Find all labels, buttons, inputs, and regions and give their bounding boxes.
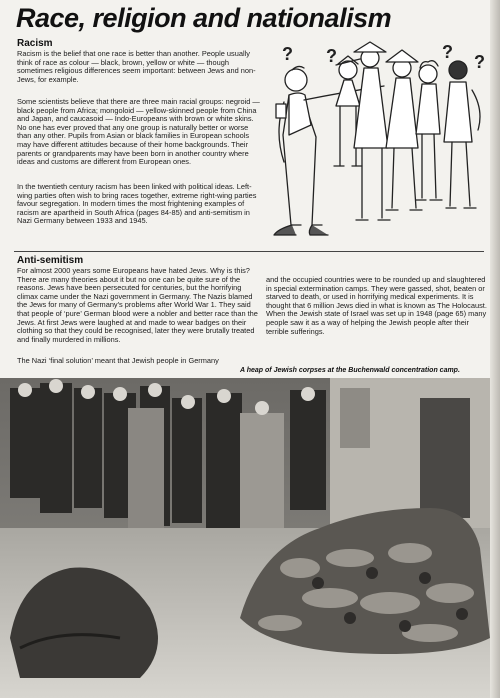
- question-mark-4: ?: [474, 52, 485, 72]
- racism-cartoon-illustration: [262, 40, 488, 250]
- antisemitism-heading: Anti-semitism: [17, 255, 84, 266]
- question-mark-3: ?: [442, 42, 453, 62]
- antisemitism-paragraph-2: The Nazi ‘final solution’ meant that Jewish people in Germany: [17, 357, 219, 365]
- buchenwald-photograph: [0, 368, 500, 698]
- racism-heading: Racism: [17, 38, 53, 49]
- photo-caption: A heap of Jewish corpses at the Buchenwald concentration camp.: [240, 367, 460, 374]
- racism-paragraph-2: Some scientists believe that there are three main racial groups: negroid — black people from Africa; mongoloid — yellow-skinned people from China and Japan, and caucasoid — Indo-Europeans with brown or white skins. No one has ever proved that any one group is naturally better or worse than any other. Pupils from Asian or black families in European schools may have different attitudes because of their home backgrounds. Their parents or grandparents may have been born in another country where ideas and customs are different from European ones.: [17, 98, 260, 167]
- racism-paragraph-3: In the twentieth century racism has been linked with political ideas. Left-wing parties often wish to bring races together, extreme right-wing parties favour segregation. In modern times the most frightening examples of racism are apartheid in South Africa (pages 84-85) and anti-semitism in Nazi Germany between 1933 and 1945.: [17, 183, 257, 226]
- antisemitism-paragraph-1: For almost 2000 years some Europeans have hated Jews. Why is this? There are many theories about it but no one can be quite sure of the reasons. Jews have been persecuted for centuries, but the horrifying climax came under the Nazi government in Germany. The Nazis blamed the Jews for many of Germany's problems after World War 1. They said that people of ‘pure’ German blood were a nobler and better race than the Jews. At first Jews were laughed at and made to wear badges on their clothing so that they could be recognised, later they were brutally treated and finally murdered in millions.: [17, 267, 258, 344]
- question-mark-1: ?: [282, 44, 293, 64]
- section-divider: [14, 251, 484, 252]
- antisemitism-paragraph-right: and the occupied countries were to be rounded up and slaughtered in special extermination camps. They were gassed, shot, beaten or starved to death, or used in horrifying medical experiments. It is thought that 6 million Jews died in what is known as The Holocaust. When the Jewish state of Israel was set up in 1948 (page 65) many people saw it as a way of helping the Jewish people after their terrible sufferings.: [266, 276, 487, 336]
- page-title: Race, religion and nationalism: [16, 3, 392, 33]
- racism-paragraph-1: Racism is the belief that one race is better than another. People usually think of race as colour — black, brown, yellow or white — though sometimes religious differences seem important: between Jews and non-Jews, for example.: [17, 50, 256, 84]
- question-mark-2: ?: [326, 46, 337, 66]
- page-edge-shadow: [490, 0, 500, 698]
